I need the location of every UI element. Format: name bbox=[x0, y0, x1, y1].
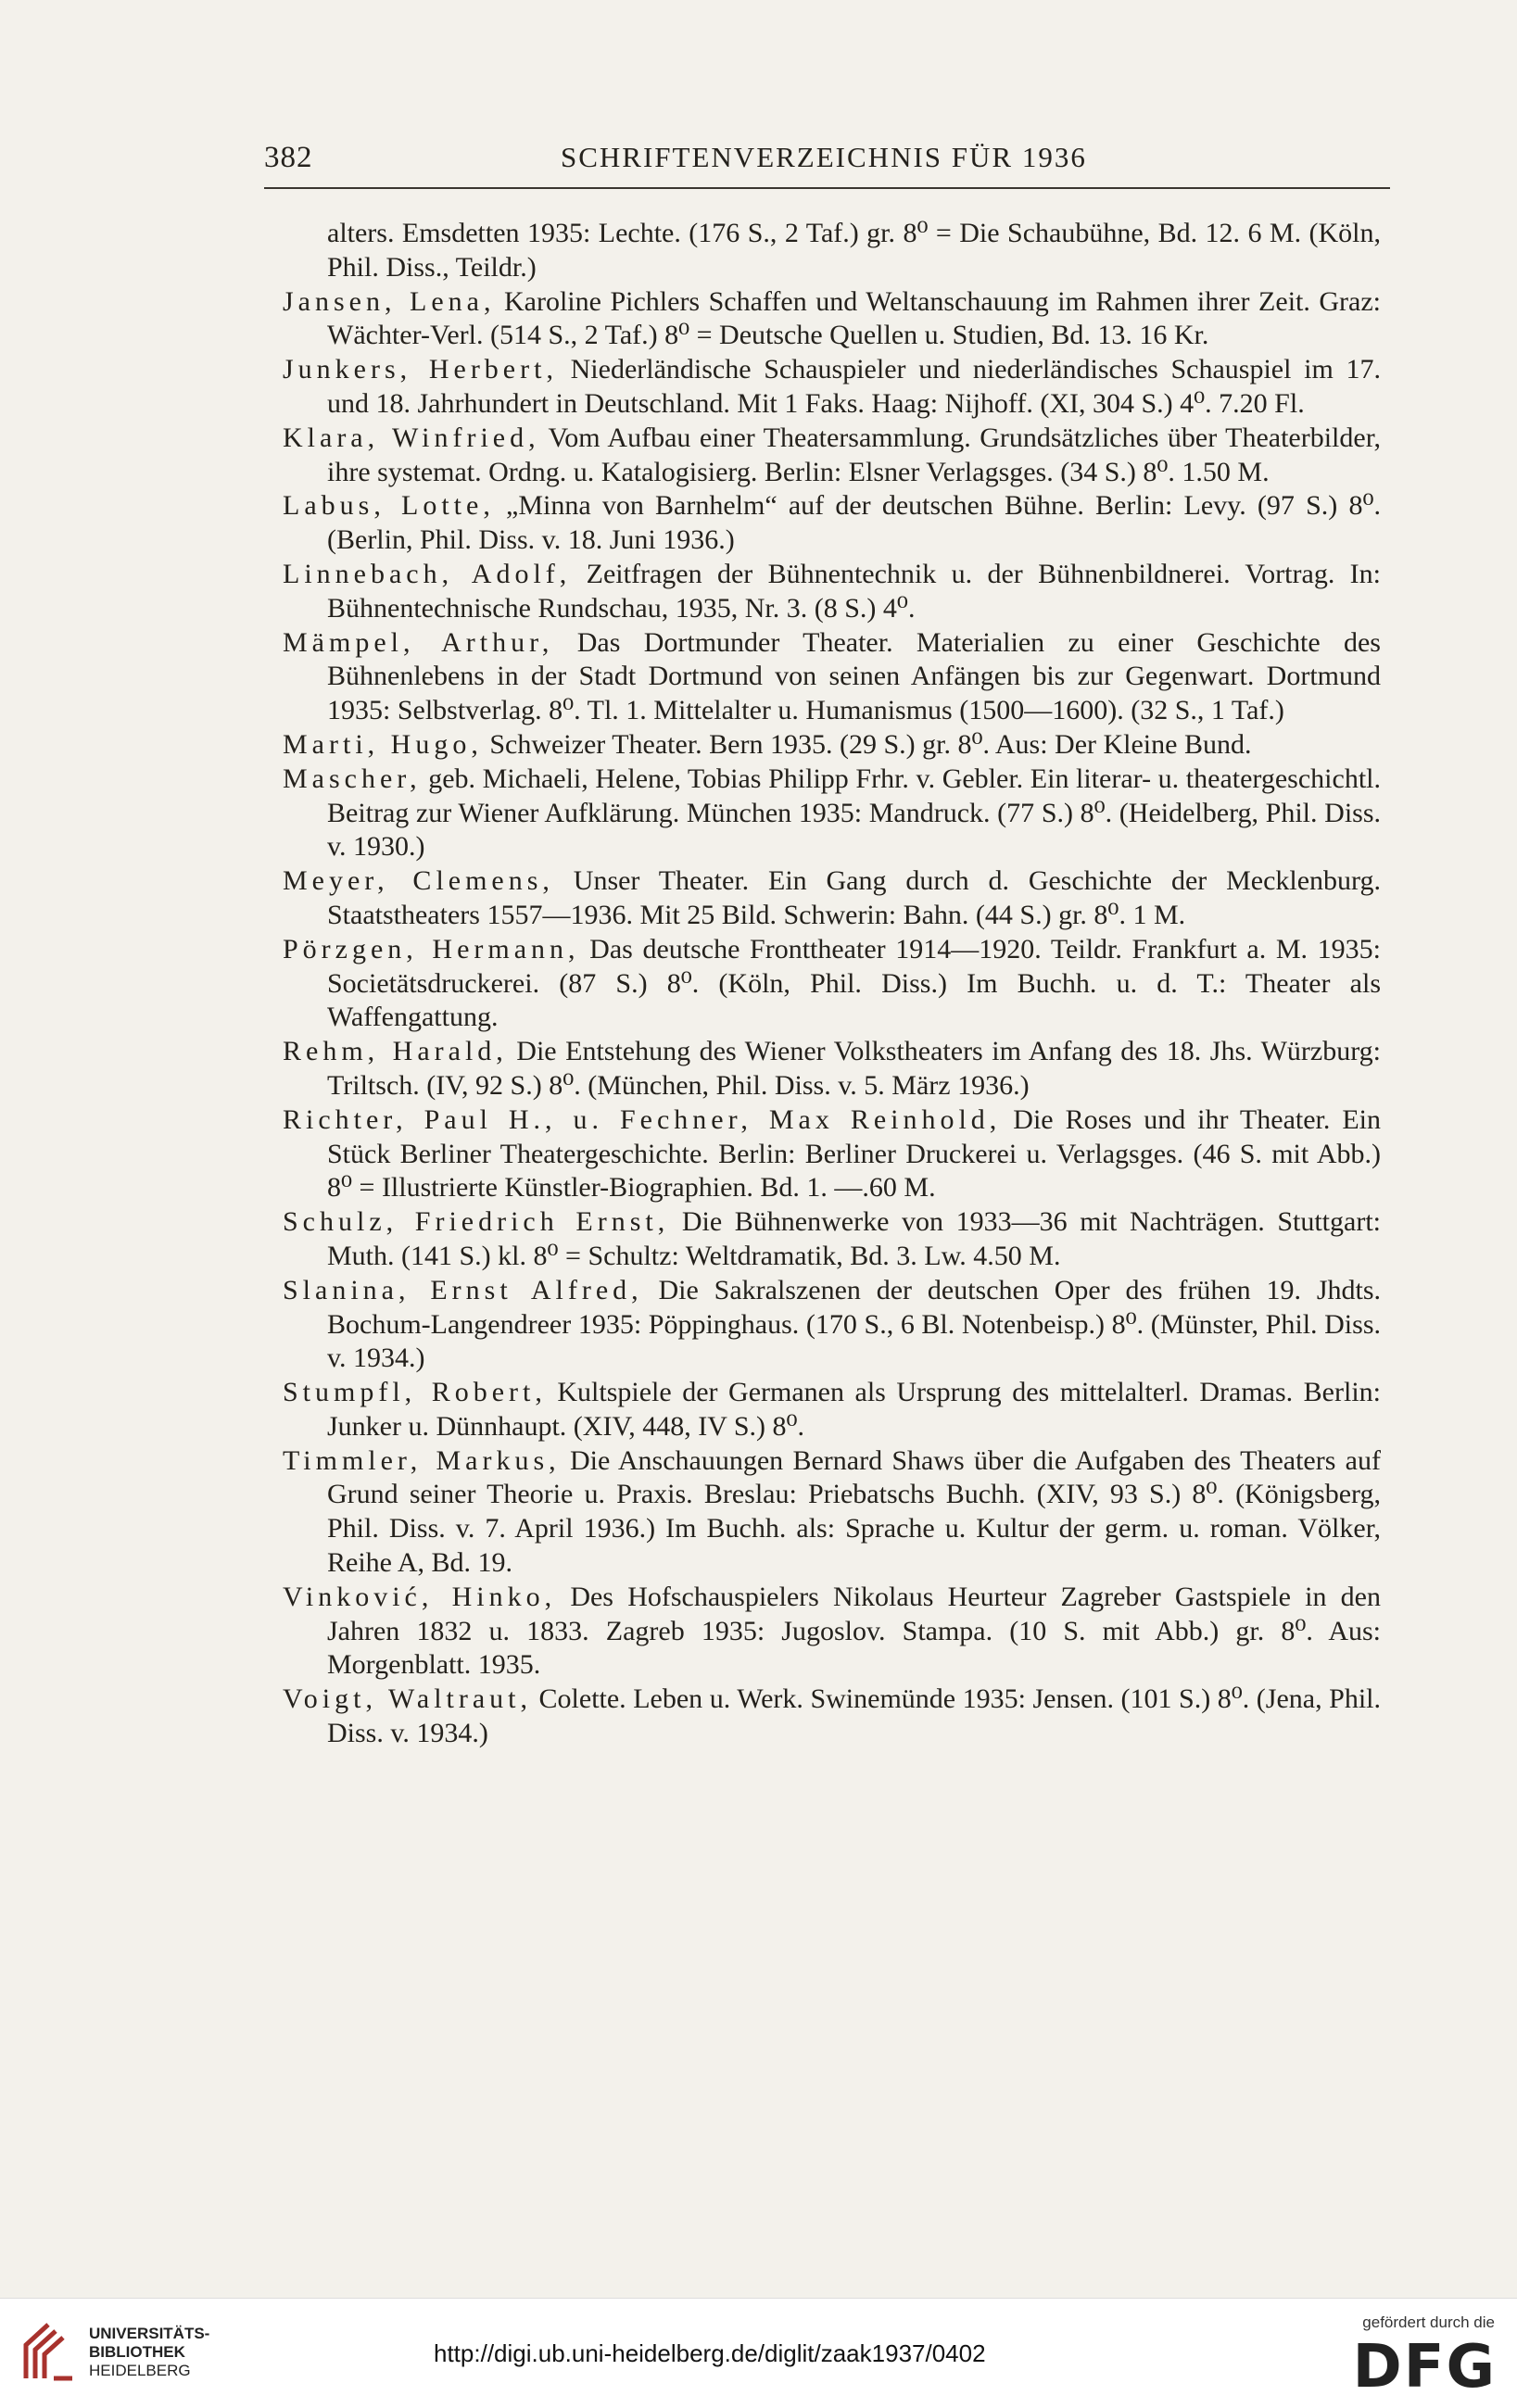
page-number: 382 bbox=[264, 141, 313, 174]
library-name-line: HEIDELBERG bbox=[89, 2362, 191, 2379]
entry-text: Unser Theater. Ein Gang durch d. Geschichte der Mecklenburg. Staatstheaters 1557—1936. Mit 25 Bild. Schwerin: Bahn. (44 S.) gr. 8⁰. 1 M. bbox=[327, 865, 1381, 930]
entry-text: Des Hofschauspielers Nikolaus Heurteur Zagreber Gastspiele in den Jahren 1832 u. 1833. Zagreb 1935: Jugoslov. Stampa. (10 S. mit Abb.) gr. 8⁰. Aus: Morgenblatt. 1935. bbox=[327, 1581, 1382, 1681]
bibliography-entry bbox=[283, 1103, 1381, 1205]
page-header bbox=[264, 141, 1390, 189]
bibliography-entry bbox=[283, 1274, 1381, 1376]
bibliography-entry bbox=[283, 1205, 1381, 1274]
bibliography-entry bbox=[283, 626, 1381, 728]
entry-text: Karoline Pichlers Schaffen und Weltanschauung im Rahmen ihrer Zeit. Graz: Wächter-Verl. (514 S., 2 Taf.) 8⁰ = Deutsche Quellen u. Studien, Bd. 13. 16 Kr. bbox=[327, 285, 1382, 351]
entry-author: Meyer, Clemens, bbox=[283, 865, 554, 897]
bibliography-entry bbox=[283, 1581, 1381, 1683]
bibliography-entry bbox=[283, 1376, 1381, 1444]
entry-text: Niederländische Schauspieler und niederländisches Schauspiel im 17. und 18. Jahrhundert in Deutschland. Mit 1 Faks. Haag: Nijhoff. (XI, 304 S.) 4⁰. 7.20 Fl. bbox=[327, 354, 1381, 419]
entry-text: Die Sakralszenen der deutschen Oper des frühen 19. Jhdts. Bochum-Langendreer 1935: Pöppinghaus. (170 S., 6 Bl. Notenbeisp.) 8⁰. (Münster, Phil. Diss. v. 1934.) bbox=[327, 1274, 1382, 1374]
dfg-logo[interactable]: DFG bbox=[1352, 2333, 1497, 2402]
bibliography-entry bbox=[283, 489, 1381, 558]
entry-text: Kultspiele der Germanen als Ursprung des mittelalterl. Dramas. Berlin: Junker u. Dünnhaupt. (XIV, 448, IV S.) 8⁰. bbox=[327, 1377, 1381, 1442]
library-name bbox=[89, 2325, 209, 2380]
entry-text: „Minna von Barnhelm“ auf der deutschen Bühne. Berlin: Levy. (97 S.) 8⁰. (Berlin, Phil. Diss. v. 18. Juni 1936.) bbox=[327, 490, 1381, 556]
entry-author: Vinković, Hinko, bbox=[283, 1581, 557, 1612]
entry-author: Pörzgen, Hermann, bbox=[283, 933, 580, 964]
entry-author: Voigt, Waltraut, bbox=[283, 1683, 532, 1715]
entry-text: geb. Michaeli, Helene, Tobias Philipp Frhr. v. Gebler. Ein literar- u. theatergeschichtl. Beitrag zur Wiener Aufklärung. München 1935: Mandruck. (77 S.) 8⁰. (Heidelberg, Phil. Diss. v. 1930.) bbox=[327, 763, 1381, 863]
entry-author: Jansen, Lena, bbox=[283, 285, 496, 317]
entry-author: Richter, Paul H., u. Fechner, Max Reinhold, bbox=[283, 1103, 1002, 1135]
bibliography-entry bbox=[283, 422, 1381, 490]
entry-text: Das Dortmunder Theater. Materialien zu einer Geschichte des Bühnenlebens in der Stadt Dortmund von seinen Anfängen bis zur Gegenwart. Dortmund 1935: Selbstverlag. 8⁰. Tl. 1. Mittelalter u. Humanismus (1500—1600). (32 S., 1 Taf.) bbox=[327, 626, 1381, 726]
entry-text: Die Entstehung des Wiener Volkstheaters im Anfang des 18. Jhs. Würzburg: Triltsch. (IV, 92 S.) 8⁰. (München, Phil. Diss. v. 5. März 1936.) bbox=[327, 1036, 1381, 1101]
bibliography-entry bbox=[283, 217, 1381, 285]
bibliography-entry bbox=[283, 1683, 1381, 1751]
entry-text: Zeitfragen der Bühnentechnik u. der Bühnenbildnerei. Vortrag. In: Bühnentechnische Rundschau, 1935, Nr. 3. (8 S.) 4⁰. bbox=[327, 558, 1381, 624]
entry-text: Die Anschauungen Bernard Shaws über die Aufgaben des Theaters auf Grund seiner Theorie u. Praxis. Breslau: Priebatschs Buchh. (XIV, 93 S.) 8⁰. (Königsberg, Phil. Diss. v. 7. April 1936.) Im Buchh. als: Sprache u. Kultur der germ. u. roman. Völker, Reihe A, Bd. 19. bbox=[327, 1444, 1381, 1579]
viewer-footer bbox=[0, 2298, 1517, 2408]
bibliography-entry bbox=[283, 728, 1381, 763]
bibliography-entry bbox=[283, 933, 1381, 1035]
library-name-line: BIBLIOTHEK bbox=[89, 2343, 185, 2361]
entry-author: Labus, Lotte, bbox=[283, 490, 495, 522]
entry-author: Slanina, Ernst Alfred, bbox=[283, 1274, 643, 1305]
entry-author: Schulz, Friedrich Ernst, bbox=[283, 1206, 670, 1238]
entry-author: Junkers, Herbert, bbox=[283, 354, 558, 385]
entry-text: Vom Aufbau einer Theatersammlung. Grundsätzliches über Theaterbilder, ihre systemat. Ordng. u. Katalogisierg. Berlin: Elsner Verlagsges. (34 S.) 8⁰. 1.50 M. bbox=[327, 422, 1381, 487]
bibliography-entry bbox=[283, 285, 1381, 354]
entry-author: Rehm, Harald, bbox=[283, 1036, 508, 1067]
library-logo-icon[interactable] bbox=[20, 2319, 78, 2384]
bibliography-entry bbox=[283, 864, 1381, 933]
bibliography-entry bbox=[283, 1444, 1381, 1581]
entry-author: Stumpfl, Robert, bbox=[283, 1377, 547, 1408]
entry-author: Timmler, Markus, bbox=[283, 1444, 561, 1476]
entry-author: Mämpel, Arthur, bbox=[283, 626, 554, 658]
entry-text: Schweizer Theater. Bern 1935. (29 S.) gr. 8⁰. Aus: Der Kleine Bund. bbox=[482, 728, 1252, 760]
funder-text: gefördert durch die bbox=[1362, 2313, 1495, 2331]
bibliography-entry bbox=[283, 558, 1381, 626]
bibliography-entry bbox=[283, 1035, 1381, 1103]
bibliography-list bbox=[283, 217, 1381, 1751]
entry-author: Linnebach, Adolf, bbox=[283, 558, 572, 589]
entry-text: Die Bühnenwerke von 1933—36 mit Nachträgen. Stuttgart: Muth. (141 S.) kl. 8⁰ = Schultz: Weltdramatik, Bd. 3. Lw. 4.50 M. bbox=[327, 1206, 1381, 1271]
entry-author: Mascher, bbox=[283, 763, 422, 794]
entry-text: Die Roses und ihr Theater. Ein Stück Berliner Theatergeschichte. Berlin: Berliner Druckerei u. Verlagsges. (46 S. mit Abb.) 8⁰ = Illustrierte Künstler-Biographien. Bd. 1. —.60 M. bbox=[327, 1103, 1381, 1204]
entry-text: Das deutsche Fronttheater 1914—1920. Teildr. Frankfurt a. M. 1935: Societätsdruckerei. (87 S.) 8⁰. (Köln, Phil. Diss.) Im Buchh. u. d. T.: Theater als Waffengattung. bbox=[327, 933, 1381, 1033]
bibliography-entry bbox=[283, 353, 1381, 422]
entry-text: Colette. Leben u. Werk. Swinemünde 1935: Jensen. (101 S.) 8⁰. (Jena, Phil. Diss. v. 1934.) bbox=[327, 1683, 1381, 1749]
library-name-line: UNIVERSITÄTS- bbox=[89, 2325, 210, 2342]
entry-author: Klara, Winfried, bbox=[283, 422, 540, 453]
bibliography-entry bbox=[283, 763, 1381, 864]
running-head: SCHRIFTENVERZEICHNIS FÜR 1936 bbox=[561, 141, 1087, 173]
entry-author: Marti, Hugo, bbox=[283, 728, 483, 760]
entry-text: alters. Emsdetten 1935: Lechte. (176 S., 2 Taf.) gr. 8⁰ = Die Schaubühne, Bd. 12. 6 M. (Köln, Phil. Diss., Teildr.) bbox=[327, 218, 1381, 283]
permalink-url[interactable]: http://digi.ub.uni-heidelberg.de/diglit/zaak1937/0402 bbox=[434, 2339, 986, 2367]
